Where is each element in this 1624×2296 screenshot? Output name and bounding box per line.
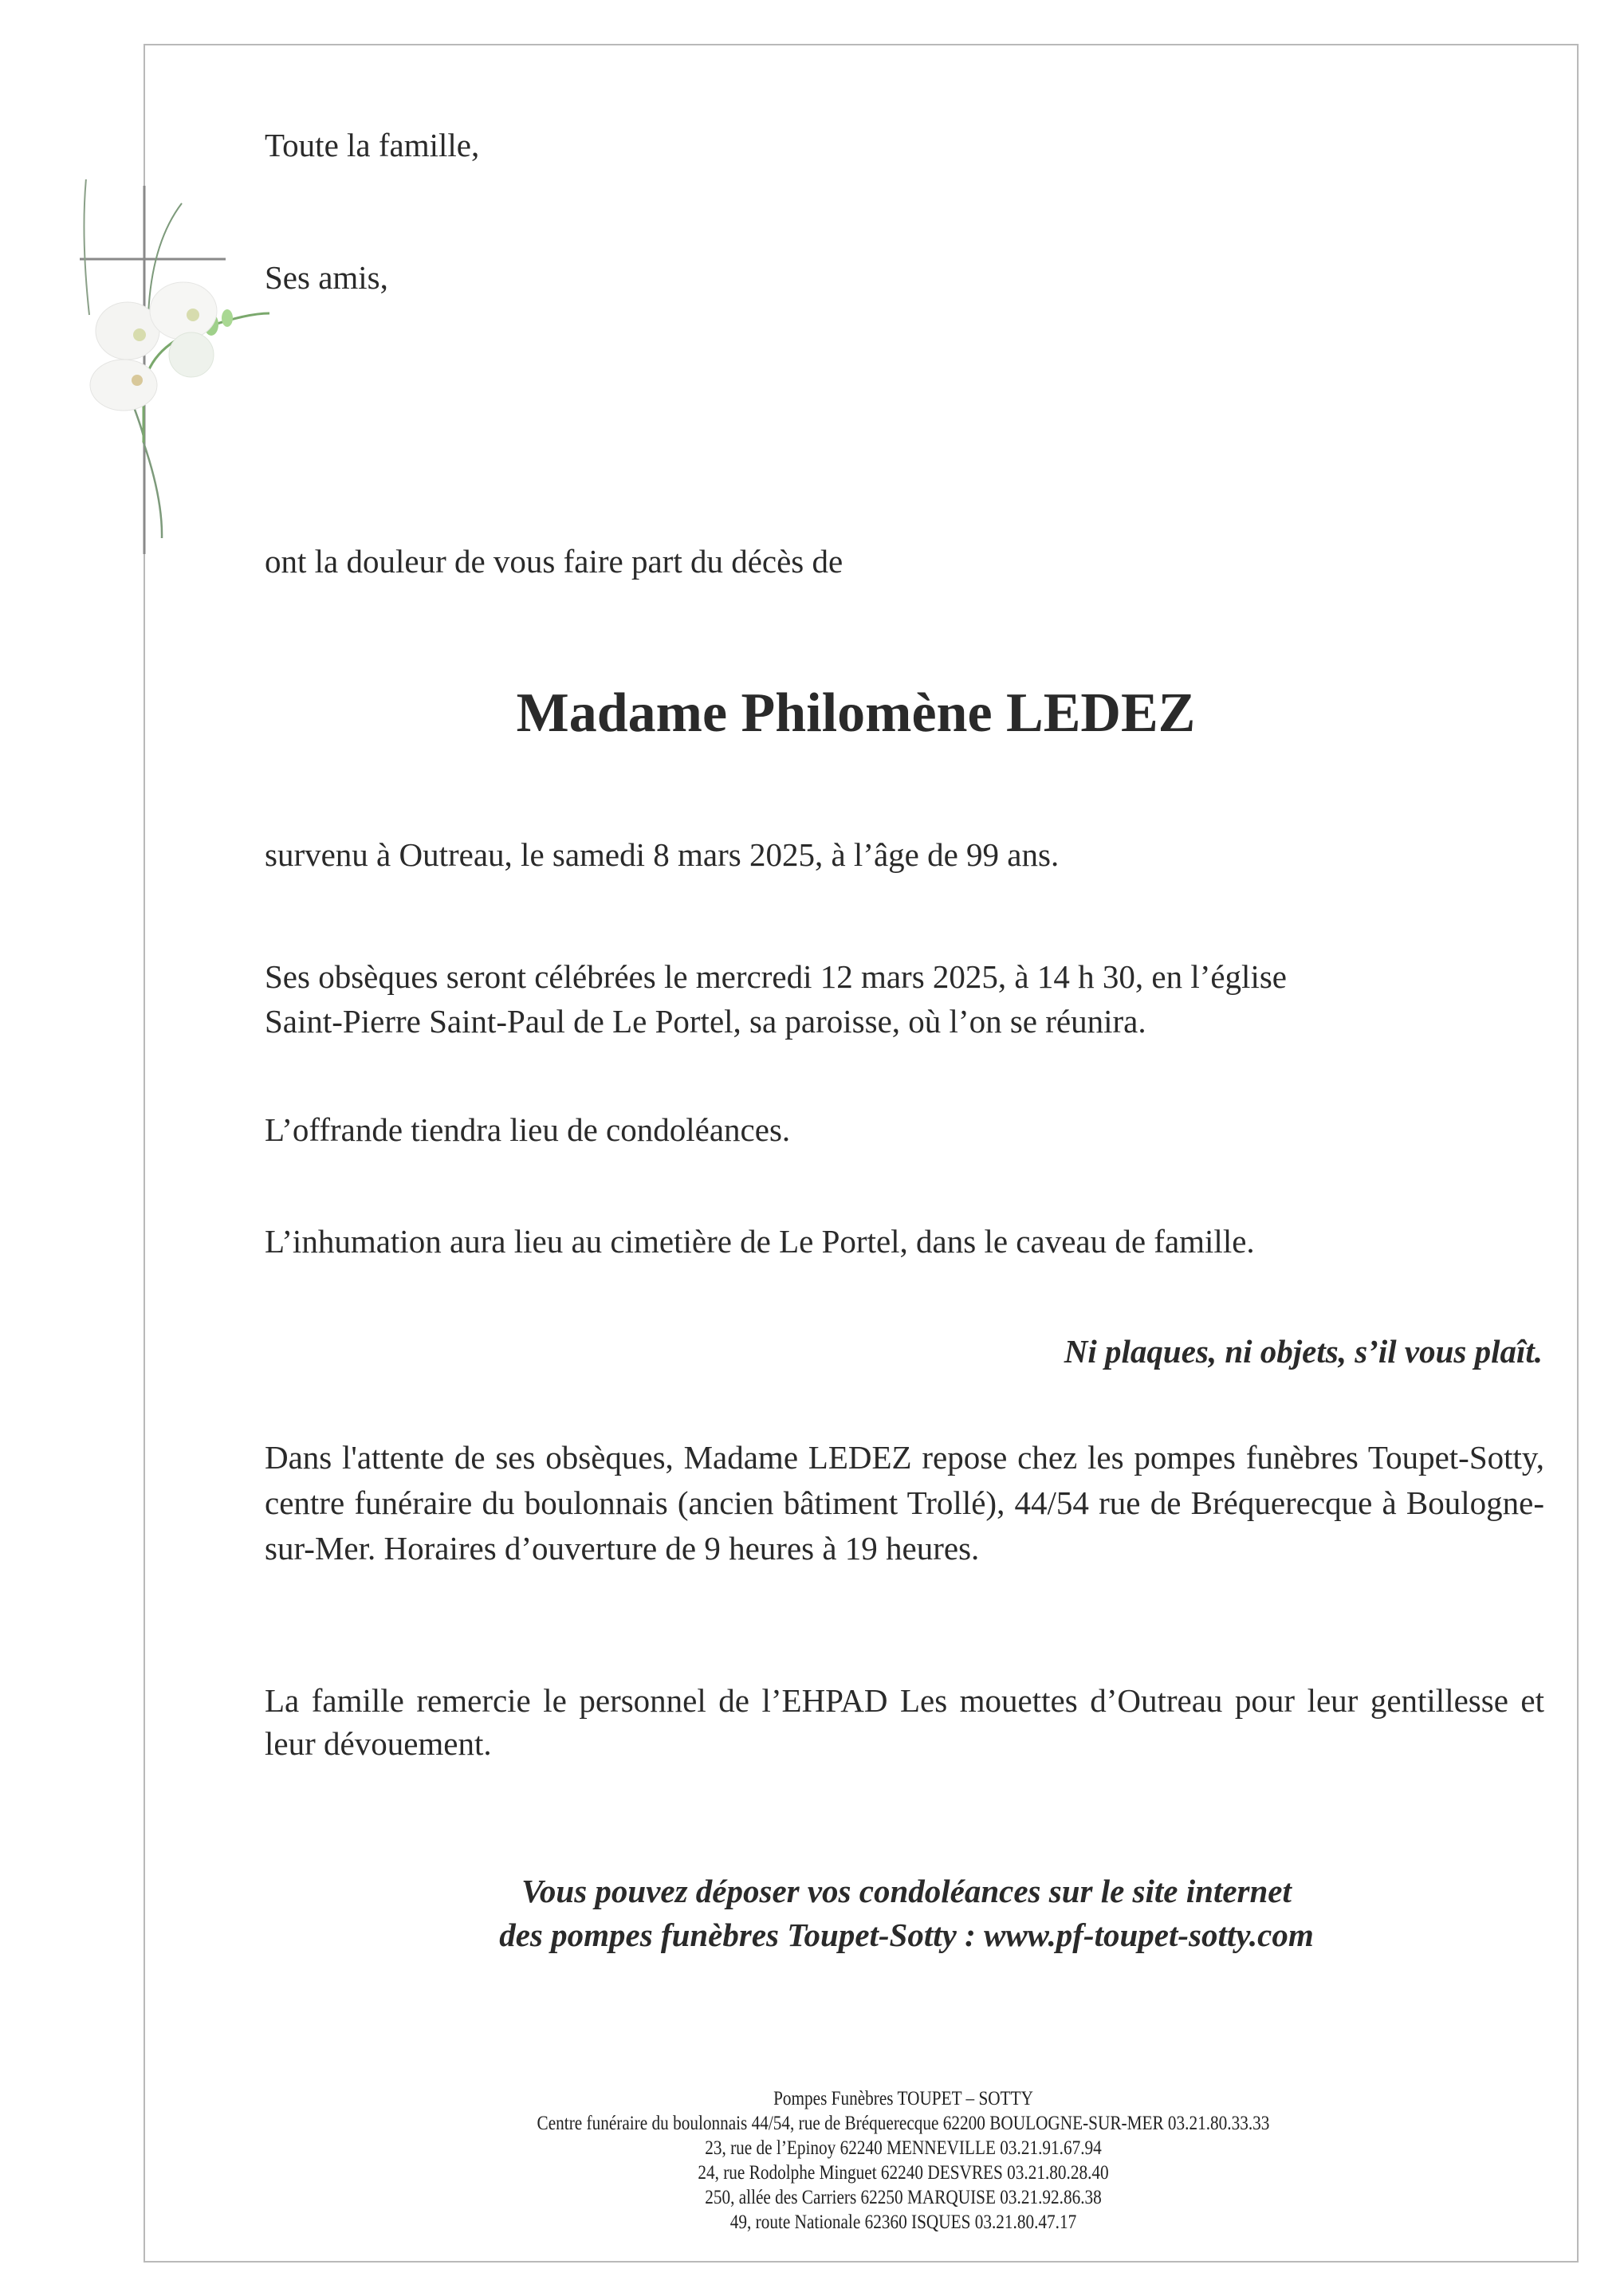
footer-line: Pompes Funèbres TOUPET – SOTTY [773,2088,1033,2109]
funeral-home-footer [0,2086,1624,2235]
footer-line: 23, rue de l’Epinoy 62240 MENNEVILLE 03.21.91.67.94 [705,2137,1102,2159]
greeting-family: Toute la famille, [265,127,480,163]
condolences-line-2: des pompes funèbres Toupet-Sotty : www.pf-toupet-sotty.com [499,1917,1314,1953]
deceased-name: Madame Philomène LEDEZ [516,682,1196,744]
greeting-friends: Ses amis, [265,259,388,296]
footer-line: Centre funéraire du boulonnais 44/54, rue de Bréquerecque 62200 BOULOGNE-SUR-MER 03.21.80.33.33 [537,2113,1270,2134]
footer-line: 24, rue Rodolphe Minguet 62240 DESVRES 03.21.80.28.40 [698,2162,1109,2184]
condolences-line-1: Vous pouvez déposer vos condoléances sur le site internet [521,1873,1292,1909]
thanks-paragraph: La famille remercie le personnel de l’EHPAD Les mouettes d’Outreau pour leur gentillesse et leur dévouement. [265,1682,1544,1762]
footer-line: 49, route Nationale 62360 ISQUES 03.21.80.47.17 [729,2211,1077,2233]
viewing-paragraph: Dans l'attente de ses obsèques, Madame LEDEZ repose chez les pompes funèbres Toupet-Sotty, centre funéraire du boulonnais (ancien bâtiment Trollé), 44/54 rue de Bréquerecque à Boulogne-sur-Mer. Horaires d’ouverture de 9 heures à 19 heures. [265,1439,1544,1567]
death-notice: survenu à Outreau, le samedi 8 mars 2025, à l’âge de 99 ans. [265,836,1060,873]
no-plaques-text: Ni plaques, ni objets, s’il vous plaît. [1064,1333,1543,1370]
offering-text: L’offrande tiendra lieu de condoléances. [265,1111,791,1148]
funeral-line-1: Ses obsèques seront célébrées le mercredi 12 mars 2025, à 14 h 30, en l’église [265,958,1287,995]
burial-text: L’inhumation aura lieu au cimetière de Le Portel, dans le caveau de famille. [265,1223,1255,1260]
footer-line: 250, allée des Carriers 62250 MARQUISE 03.21.92.86.38 [705,2187,1102,2208]
intro-text: ont la douleur de vous faire part du décès de [265,543,843,580]
cross-orchid-icon [80,179,287,610]
funeral-line-2: Saint-Pierre Saint-Paul de Le Portel, sa paroisse, où l’on se réunira. [265,1003,1146,1040]
